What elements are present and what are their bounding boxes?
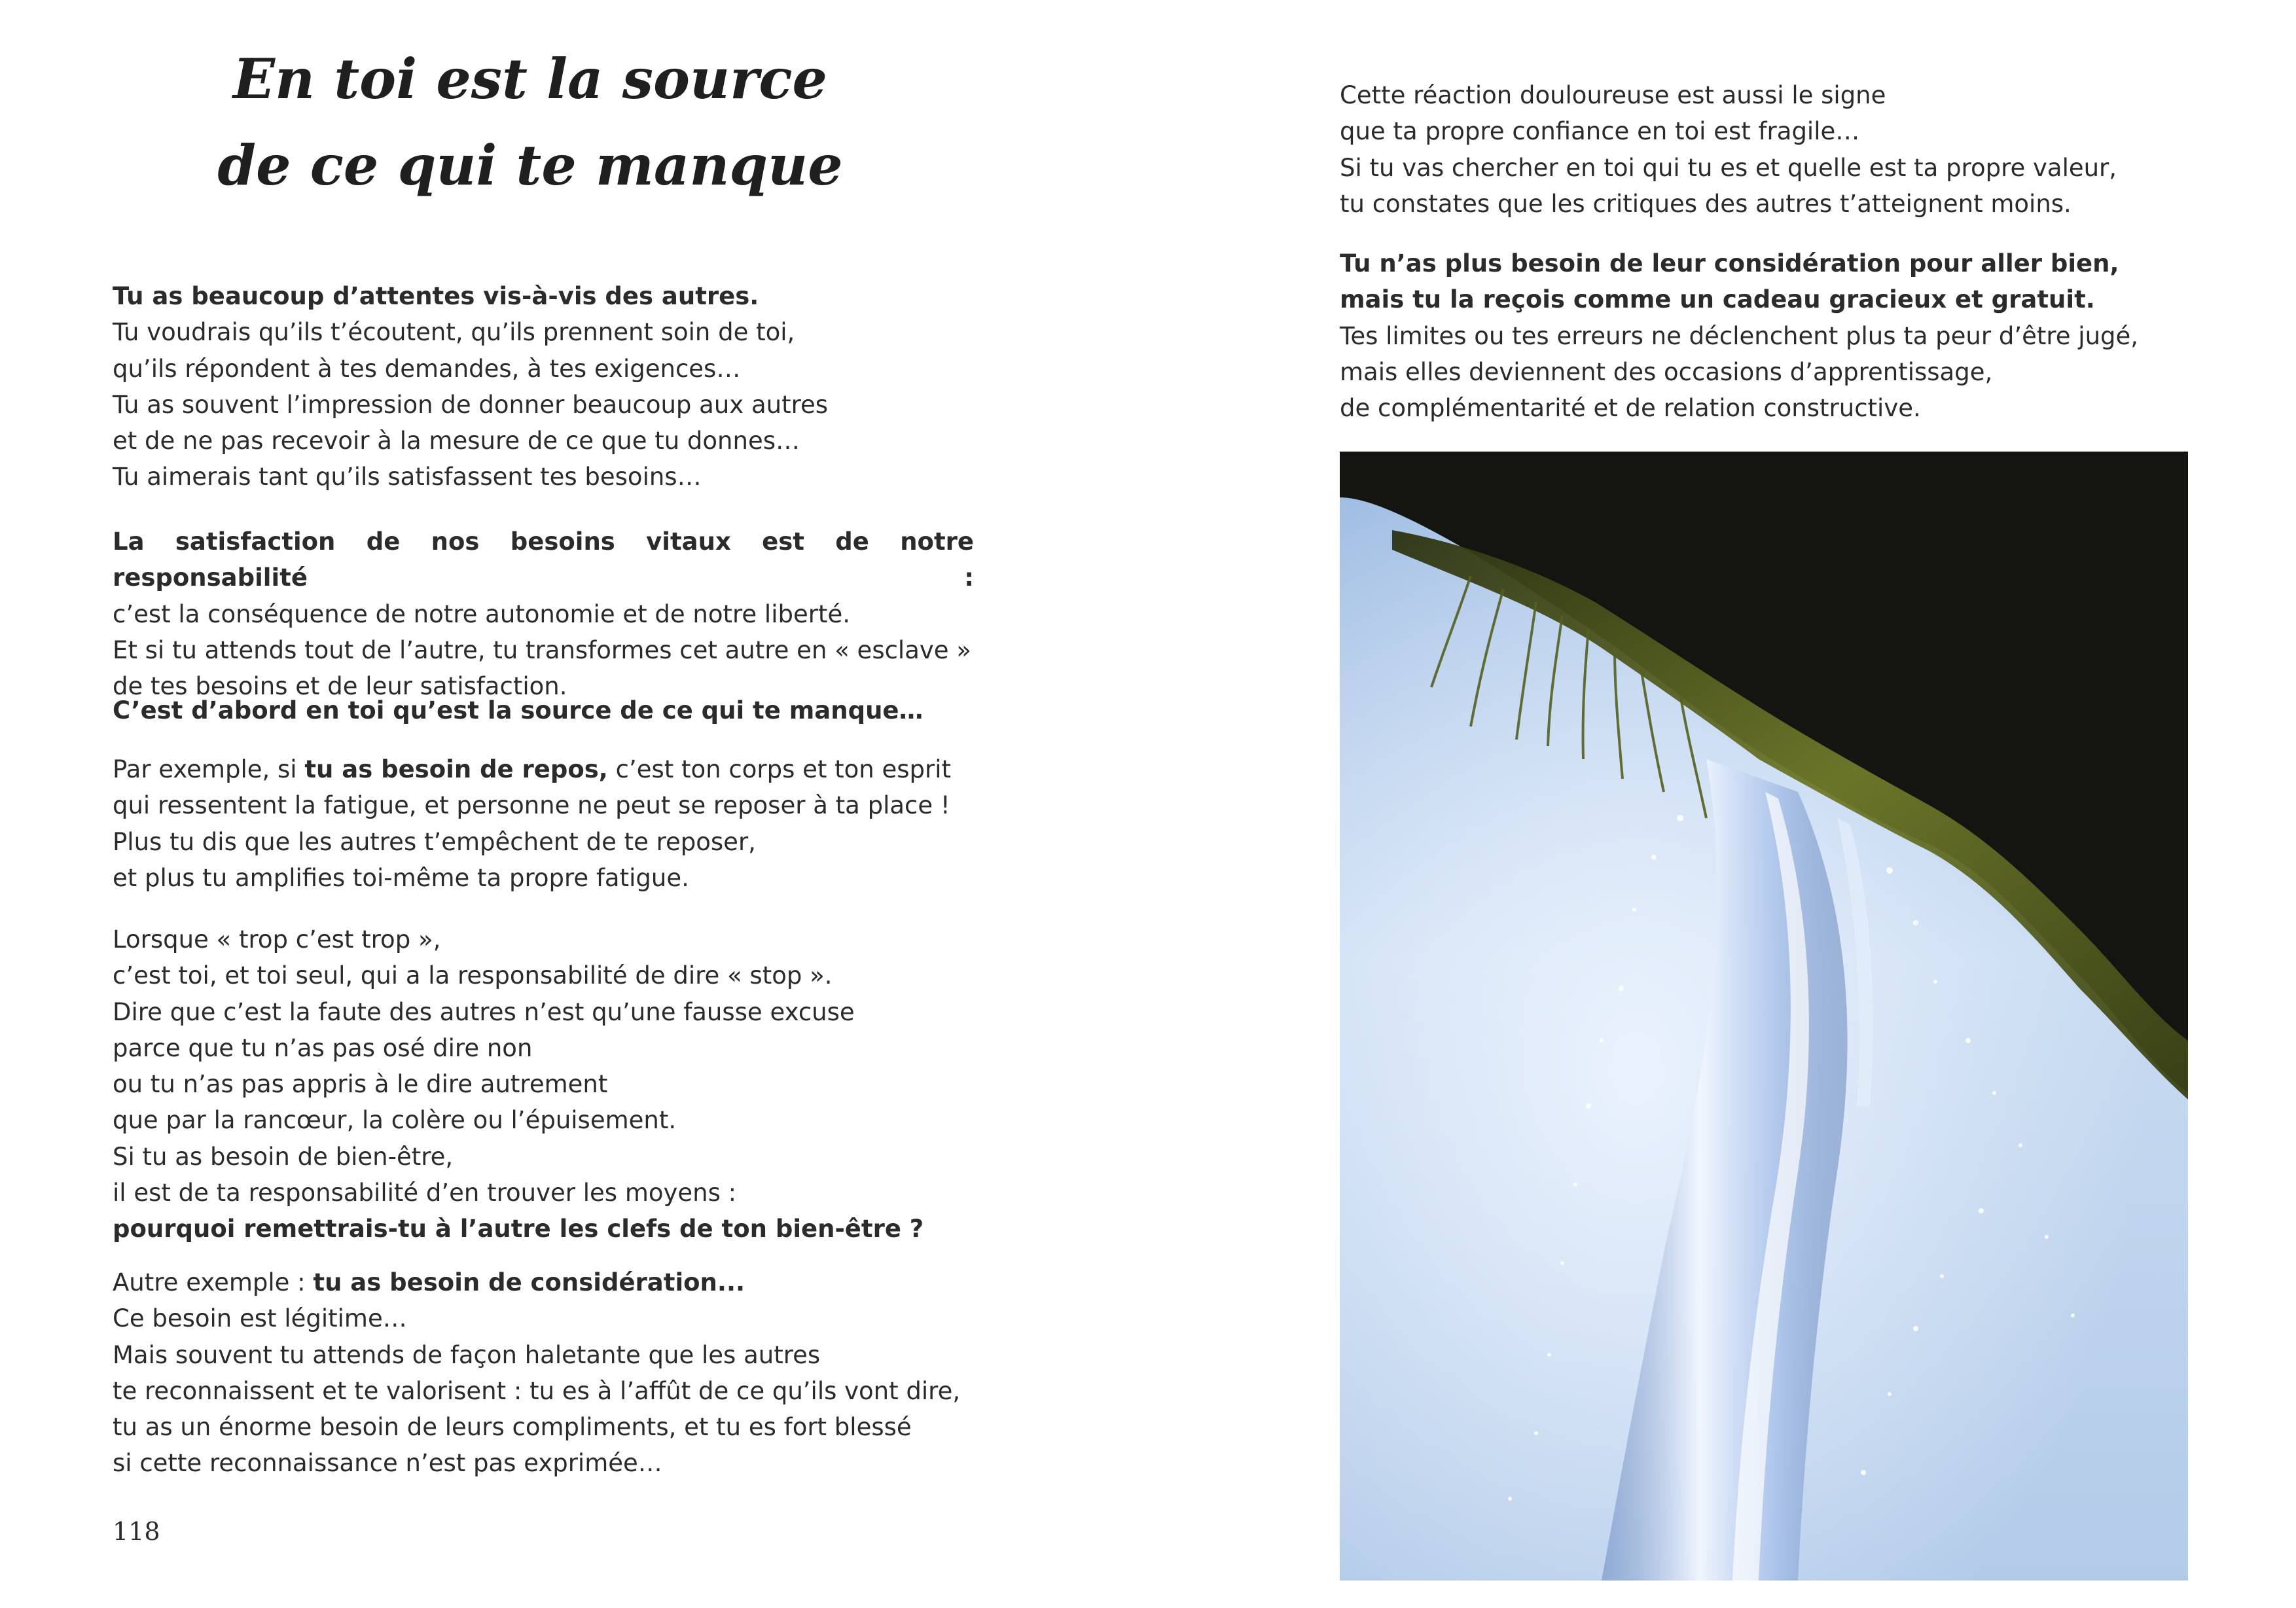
title-line-1: En toi est la source xyxy=(233,46,827,111)
emphasis-line: Tu n’as plus besoin de leur considération pour aller bien, xyxy=(1340,249,2119,277)
paragraph-heading: Tu as beaucoup d’attentes vis-à-vis des autres. xyxy=(113,282,759,310)
text-line: te reconnaissent et te valorisent : tu es à l’affût de ce qu’ils vont dire, xyxy=(113,1376,961,1405)
text-line: Cette réaction douloureuse est aussi le signe xyxy=(1340,81,1886,109)
left-paragraph-1 xyxy=(113,278,983,495)
text-line: Mais souvent tu attends de façon haletante que les autres xyxy=(113,1340,821,1369)
text-line: Si tu vas chercher en toi qui tu es et quelle est ta propre valeur, xyxy=(1340,153,2117,182)
right-paragraph-1 xyxy=(1340,77,2210,222)
text-line: de complémentarité et de relation constructive. xyxy=(1340,394,1921,423)
text-line: Ce besoin est légitime… xyxy=(113,1304,407,1333)
text-line: parce que tu n’as pas osé dire non xyxy=(113,1033,533,1062)
waterfall-photo xyxy=(1340,452,2188,1581)
text-line: que par la rancœur, la colère ou l’épuisement. xyxy=(113,1106,677,1135)
page-number: 118 xyxy=(113,1517,160,1546)
emphasis: tu as besoin de repos, xyxy=(304,755,608,783)
text-line: Lorsque « trop c’est trop », xyxy=(113,925,441,954)
key-question: pourquoi remettrais-tu à l’autre les clefs de ton bien-être ? xyxy=(113,1215,924,1243)
text-line: mais elles deviennent des occasions d’apprentissage, xyxy=(1340,357,1993,386)
left-paragraph-4 xyxy=(113,751,983,896)
text-line: tu as un énorme besoin de leurs compliments, et tu es fort blessé xyxy=(113,1413,912,1442)
text-line: Tu voudrais qu’ils t’écoutent, qu’ils prennent soin de toi, xyxy=(113,318,795,347)
text-line: Tu as souvent l’impression de donner beaucoup aux autres xyxy=(113,390,829,419)
text-line: Autre exemple : tu as besoin de considération... xyxy=(113,1268,745,1296)
left-paragraph-6 xyxy=(113,1264,983,1482)
text-line: c’est toi, et toi seul, qui a la responsabilité de dire « stop ». xyxy=(113,961,833,990)
text-line: et de ne pas recevoir à la mesure de ce que tu donnes… xyxy=(113,427,800,456)
left-paragraph-5 xyxy=(113,921,983,1247)
text-line: Tu aimerais tant qu’ils satisfassent tes besoins… xyxy=(113,463,702,491)
left-paragraph-2 xyxy=(113,524,974,704)
right-page xyxy=(1148,0,2296,1608)
text-line: qu’ils répondent à tes demandes, à tes exigences… xyxy=(113,354,741,383)
text-line: Et si tu attends tout de l’autre, tu transformes cet autre en « esclave » xyxy=(113,635,971,664)
text-line: qui ressentent la fatigue, et personne ne peut se reposer à ta place ! xyxy=(113,791,950,820)
page-title xyxy=(92,36,969,209)
text-line: Plus tu dis que les autres t’empêchent de te reposer, xyxy=(113,827,756,856)
text-line: tu constates que les critiques des autres t’atteignent moins. xyxy=(1340,189,2072,218)
paragraph-heading: La satisfaction de nos besoins vitaux est de notre responsabilité : xyxy=(113,527,974,592)
text-line: c’est la conséquence de notre autonomie et de notre liberté. xyxy=(113,599,850,628)
text-line: il est de ta responsabilité d’en trouver les moyens : xyxy=(113,1179,737,1207)
text-line: Par exemple, si tu as besoin de repos, c’est ton corps et ton esprit xyxy=(113,755,952,783)
emphasis-line: mais tu la reçois comme un cadeau gracieux et gratuit. xyxy=(1340,285,2095,314)
text-line: que ta propre confiance en toi est fragile… xyxy=(1340,117,1860,146)
text-line: ou tu n’as pas appris à le dire autrement xyxy=(113,1070,608,1099)
text-line: de tes besoins et de leur satisfaction. xyxy=(113,672,567,701)
text-line: Dire que c’est la faute des autres n’est qu’une fausse excuse xyxy=(113,997,855,1026)
left-paragraph-3 xyxy=(113,692,983,728)
emphasis: tu as besoin de considération... xyxy=(313,1268,745,1296)
key-sentence: C’est d’abord en toi qu’est la source de ce qui te manque… xyxy=(113,696,924,724)
title-line-2: de ce qui te manque xyxy=(217,133,843,198)
text-line: Tes limites ou tes erreurs ne déclenchent plus ta peur d’être jugé, xyxy=(1340,321,2139,350)
text-line: Si tu as besoin de bien-être, xyxy=(113,1142,454,1171)
right-paragraph-2 xyxy=(1340,245,2210,426)
text-line: si cette reconnaissance n’est pas exprimée… xyxy=(113,1449,662,1478)
waterfall-illustration xyxy=(1340,452,2188,1581)
text-line: et plus tu amplifies toi-même ta propre fatigue. xyxy=(113,863,689,892)
